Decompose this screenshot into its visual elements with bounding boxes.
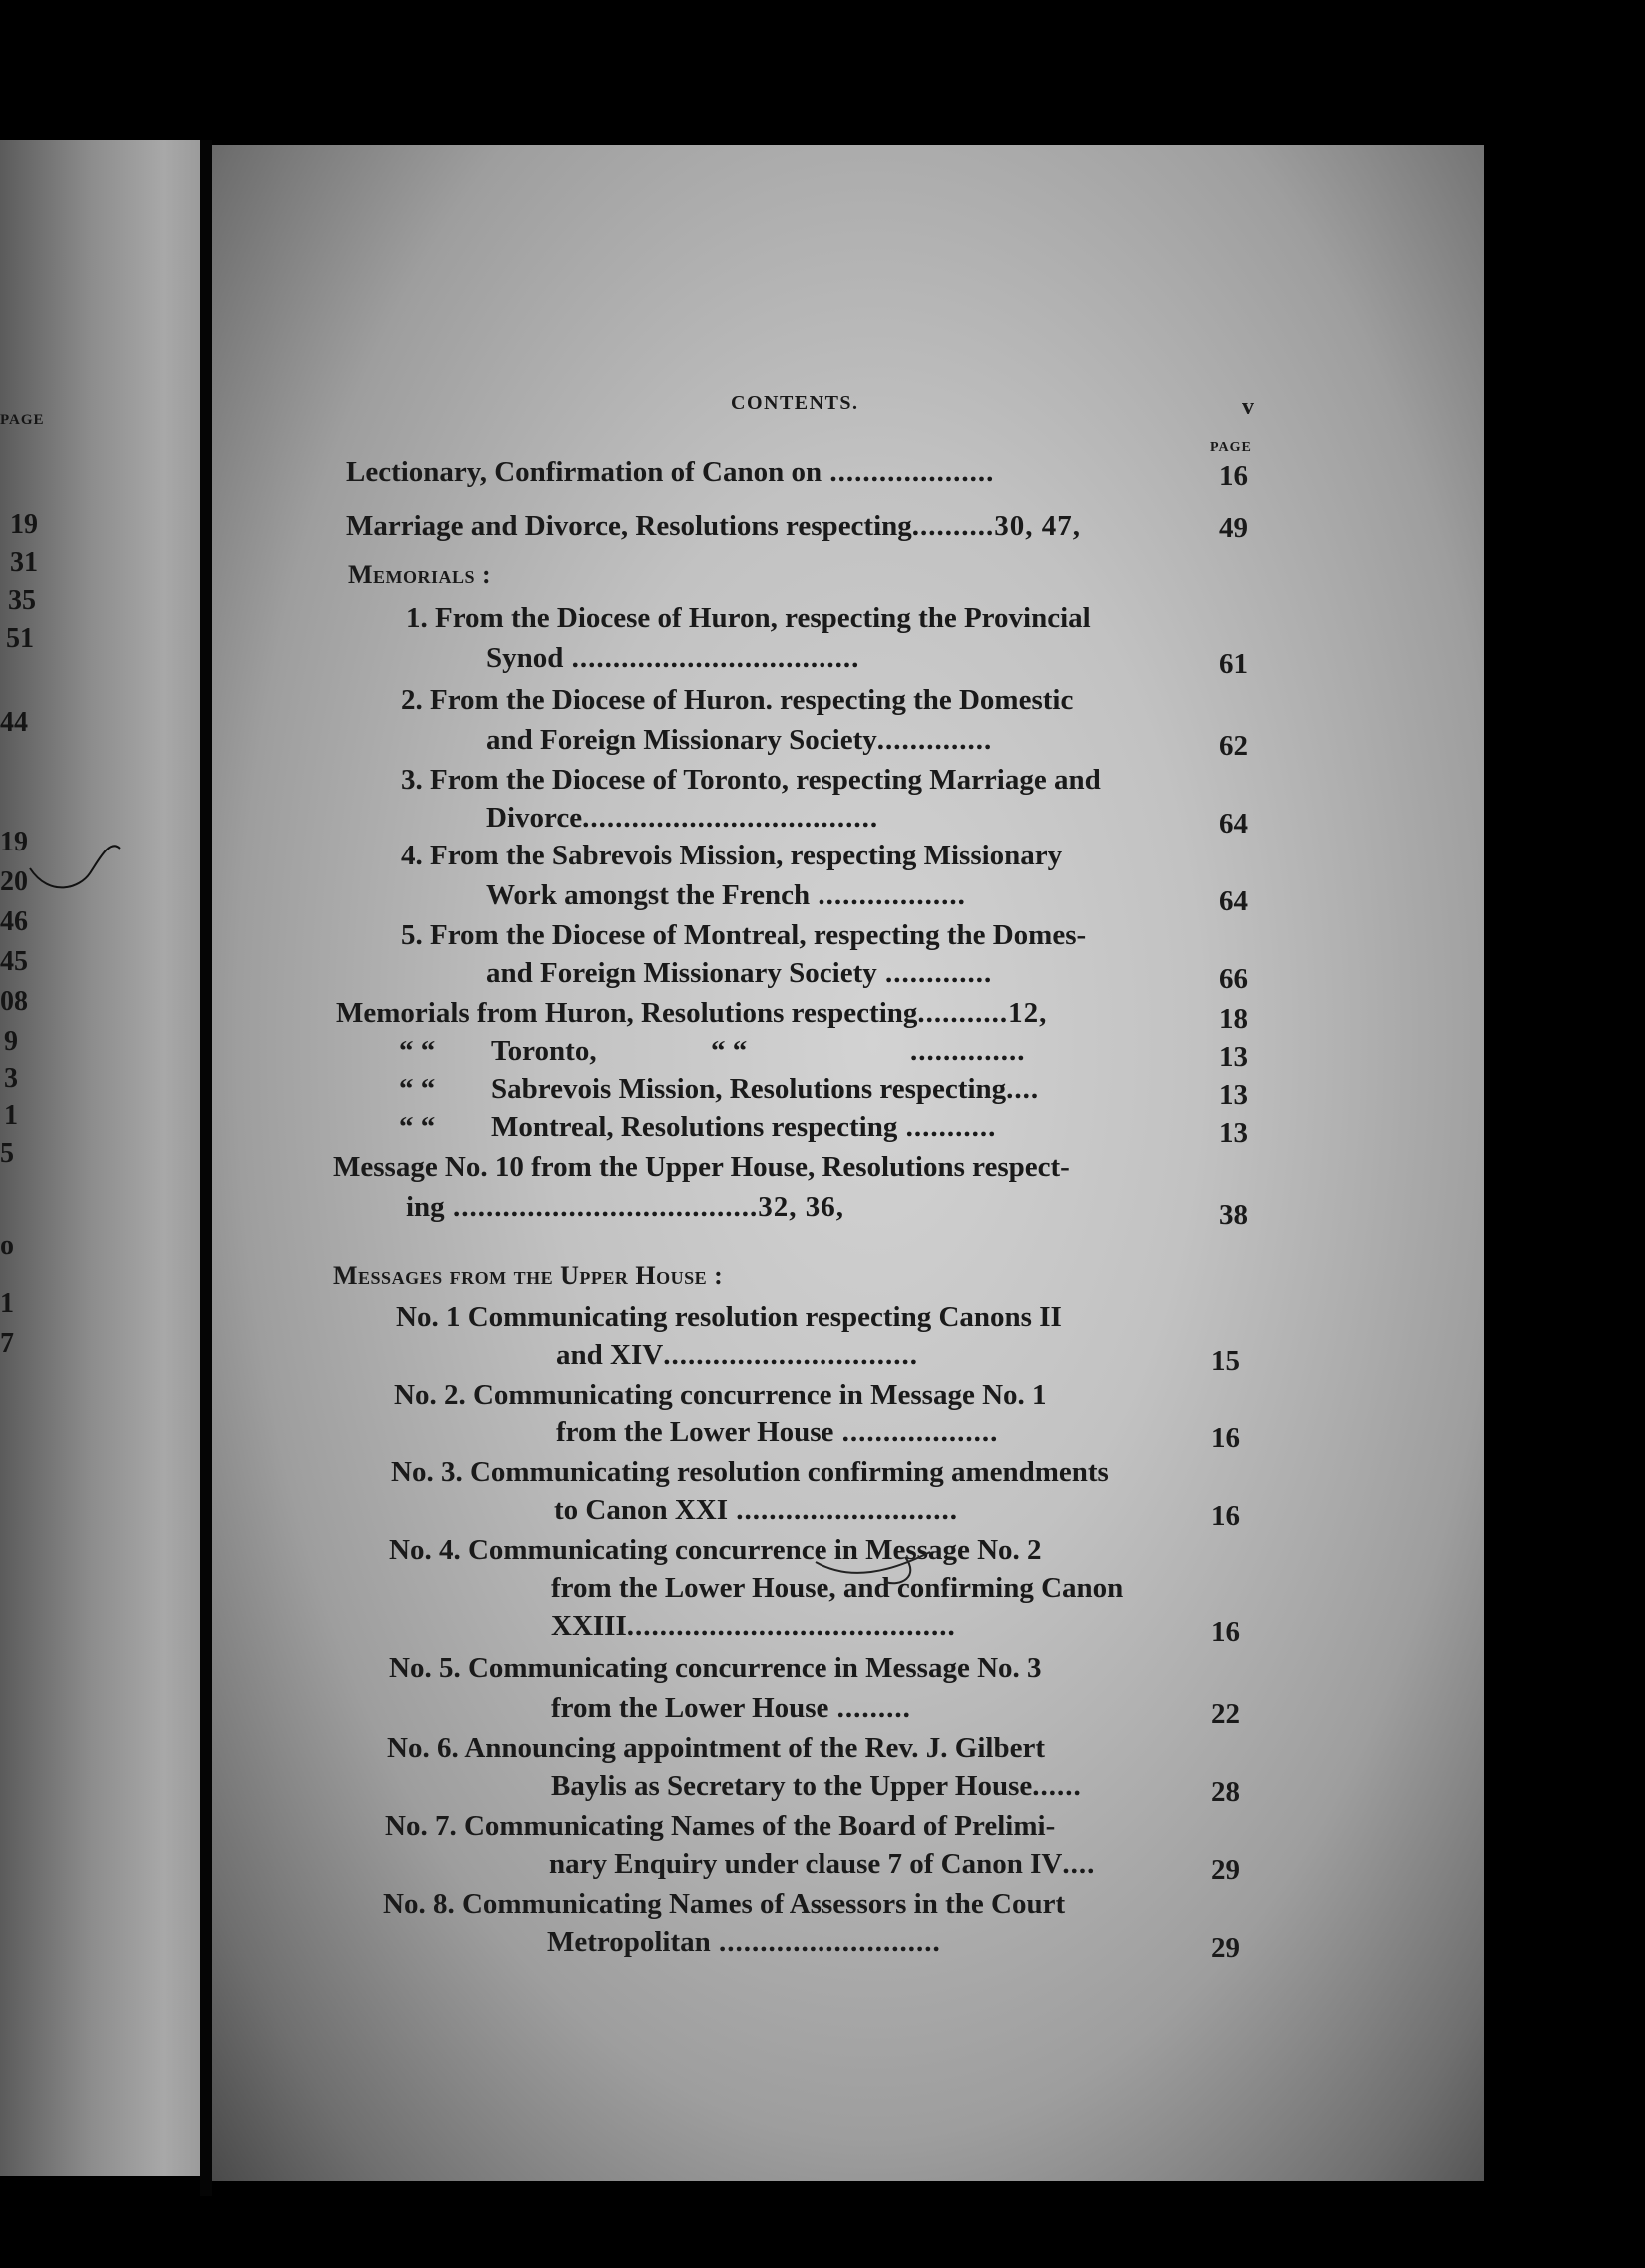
leader-dots: ........................................ xyxy=(626,1610,956,1642)
leader-dots: .................... xyxy=(822,456,995,488)
entry-title: and Foreign Missionary Society xyxy=(486,957,877,989)
entry-page: 18 xyxy=(1219,1003,1248,1035)
ditto-marks: “ “ xyxy=(399,1073,436,1105)
entry-line: No. 2. Communicating concurrence in Message No. 1 xyxy=(394,1379,1047,1411)
ditto-marks: “ “ xyxy=(399,1035,436,1067)
entry-page: 64 xyxy=(1219,808,1248,840)
contents-page xyxy=(212,145,1484,2181)
left-page-number: 44 xyxy=(0,707,28,738)
page-column-header: PAGE xyxy=(1210,440,1252,455)
left-page-number: 51 xyxy=(6,623,34,654)
entry-continuation xyxy=(551,1610,956,1643)
leader-dots: ................................... xyxy=(563,642,860,674)
leader-dots: ........... xyxy=(897,1111,997,1143)
entry-continuation xyxy=(486,802,878,835)
left-page-number: 5 xyxy=(0,1138,14,1169)
leader-dots: .................................... xyxy=(582,802,879,834)
running-title: CONTENTS. xyxy=(731,392,859,414)
left-page-number: 19 xyxy=(10,509,38,540)
leader-dots: ......... xyxy=(828,1692,911,1724)
left-page-header: PAGE xyxy=(0,412,45,428)
entry-continuation xyxy=(556,1339,918,1372)
entry-page: 49 xyxy=(1219,512,1248,544)
section-heading: Memorials : xyxy=(348,560,492,589)
page-number: v xyxy=(1242,394,1254,420)
left-page-number: o xyxy=(0,1230,14,1261)
entry-page: 29 xyxy=(1211,1854,1240,1886)
entry-title: Work amongst the French xyxy=(486,879,811,911)
entry-page: 28 xyxy=(1211,1776,1240,1808)
entry-page: 61 xyxy=(1219,648,1248,680)
ditto-marks: “ “ xyxy=(711,1035,748,1067)
entry-line: No. 5. Communicating concurrence in Message No. 3 xyxy=(389,1652,1042,1684)
leader-dots: .... xyxy=(1006,1073,1040,1105)
entry-title: Marriage and Divorce, Resolutions respecting xyxy=(346,510,912,542)
left-page-number: 46 xyxy=(0,906,28,937)
entry-line: No. 7. Communicating Names of the Board of Prelimi- xyxy=(385,1810,1056,1842)
entry-title: Toronto, xyxy=(491,1035,597,1067)
entry-title: to Canon XXI xyxy=(554,1494,729,1526)
ditto-marks: “ “ xyxy=(399,1111,436,1143)
pen-mark-icon xyxy=(20,839,140,918)
entry-title: nary Enquiry under clause 7 of Canon IV xyxy=(549,1848,1063,1880)
entry-page: 64 xyxy=(1219,885,1248,917)
book-gutter xyxy=(200,140,212,2196)
entry-title: Divorce xyxy=(486,802,583,834)
entry-line: from the Lower House, and confirming Canon xyxy=(551,1572,1124,1604)
section-heading: Messages from the Upper House : xyxy=(333,1261,724,1290)
leader-dots: ............................... xyxy=(663,1339,918,1371)
left-page-number: 08 xyxy=(0,986,28,1017)
toc-entry xyxy=(336,997,1047,1030)
leader-dots: ............. xyxy=(876,957,993,989)
entry-continuation xyxy=(551,1692,911,1725)
entry-title: ing xyxy=(406,1191,445,1223)
entry-continuation xyxy=(486,642,859,675)
toc-entry xyxy=(491,1073,1039,1106)
leader-dots: .............. xyxy=(876,724,993,756)
entry-line: No. 4. Communicating concurrence in Message No. 2 xyxy=(389,1534,1042,1566)
entry-page: 13 xyxy=(1219,1041,1248,1073)
entry-page: 16 xyxy=(1211,1422,1240,1454)
left-page-number: 1 xyxy=(4,1100,18,1131)
left-page-number: 35 xyxy=(8,585,36,616)
left-page-number: 9 xyxy=(4,1026,18,1057)
left-page-number: 3 xyxy=(4,1063,18,1094)
leader-dots: .....................................32, 36, xyxy=(444,1191,844,1223)
entry-title: Synod xyxy=(486,642,564,674)
leader-dots: ................... xyxy=(833,1417,999,1448)
entry-title: and Foreign Missionary Society xyxy=(486,724,877,756)
leader-dots: ........................... xyxy=(728,1494,959,1526)
entry-title: and XIV xyxy=(556,1339,664,1371)
entry-continuation xyxy=(406,1191,844,1224)
left-page-number: 31 xyxy=(10,547,38,578)
entry-line: 1. From the Diocese of Huron, respecting the Provincial xyxy=(406,602,1091,634)
entry-page: 38 xyxy=(1219,1199,1248,1231)
entry-title: Sabrevois Mission, Resolutions respecting xyxy=(491,1073,1007,1105)
leader-dots: ...........12, xyxy=(917,997,1048,1029)
left-page-number: 1 xyxy=(0,1288,14,1319)
entry-page: 66 xyxy=(1219,963,1248,995)
entry-page: 16 xyxy=(1211,1500,1240,1532)
entry-page: 62 xyxy=(1219,730,1248,762)
entry-title: Metropolitan xyxy=(547,1926,711,1958)
entry-title: from the Lower House xyxy=(551,1692,829,1724)
entry-page: 16 xyxy=(1211,1616,1240,1648)
entry-line: No. 6. Announcing appointment of the Rev. J. Gilbert xyxy=(387,1732,1045,1764)
entry-continuation xyxy=(486,957,992,990)
entry-continuation xyxy=(556,1417,998,1449)
entry-line: Message No. 10 from the Upper House, Resolutions respect- xyxy=(333,1151,1070,1183)
toc-entry xyxy=(346,456,994,489)
entry-continuation xyxy=(551,1770,1082,1803)
left-page-number: 19 xyxy=(0,827,28,857)
leader-dots: .... xyxy=(1062,1848,1096,1880)
entry-continuation xyxy=(549,1848,1095,1881)
entry-title: XXIII xyxy=(551,1610,627,1642)
entry-line: 5. From the Diocese of Montreal, respecting the Domes- xyxy=(401,919,1087,951)
toc-entry xyxy=(491,1111,996,1144)
entry-line: No. 1 Communicating resolution respecting Canons II xyxy=(396,1301,1062,1333)
entry-line: No. 3. Communicating resolution confirming amendments xyxy=(391,1456,1109,1488)
entry-page: 16 xyxy=(1219,460,1248,492)
leader-dots: .............. xyxy=(910,1035,1026,1067)
entry-line: No. 8. Communicating Names of Assessors in the Court xyxy=(383,1888,1066,1920)
entry-continuation xyxy=(486,879,966,912)
entry-line: 3. From the Diocese of Toronto, respecting Marriage and xyxy=(401,764,1101,796)
entry-continuation xyxy=(554,1494,958,1527)
pen-mark-icon xyxy=(811,1542,950,1592)
entry-page: 22 xyxy=(1211,1698,1240,1730)
left-page-number: 20 xyxy=(0,866,28,897)
entry-page: 29 xyxy=(1211,1932,1240,1964)
leader-dots: ...... xyxy=(1032,1770,1082,1802)
entry-page: 13 xyxy=(1219,1079,1248,1111)
entry-page: 15 xyxy=(1211,1345,1240,1377)
left-page-number: 7 xyxy=(0,1328,14,1359)
entry-title: Memorials from Huron, Resolutions respecting xyxy=(336,997,918,1029)
entry-line: 4. From the Sabrevois Mission, respecting Missionary xyxy=(401,840,1063,871)
toc-entry xyxy=(346,510,1081,543)
entry-title: Baylis as Secretary to the Upper House xyxy=(551,1770,1033,1802)
left-facing-page xyxy=(0,140,205,2176)
entry-page: 13 xyxy=(1219,1117,1248,1149)
leader-dots: .................. xyxy=(810,879,966,911)
entry-line: 2. From the Diocese of Huron. respecting the Domestic xyxy=(401,684,1074,716)
entry-continuation xyxy=(547,1926,941,1959)
leader-dots: ..........30, 47, xyxy=(911,510,1082,542)
entry-continuation xyxy=(486,724,992,757)
leader-dots: ........................... xyxy=(710,1926,941,1958)
entry-title: Montreal, Resolutions respecting xyxy=(491,1111,898,1143)
left-page-number: 45 xyxy=(0,946,28,977)
entry-title: from the Lower House xyxy=(556,1417,834,1448)
entry-title: Lectionary, Confirmation of Canon on xyxy=(346,456,822,488)
